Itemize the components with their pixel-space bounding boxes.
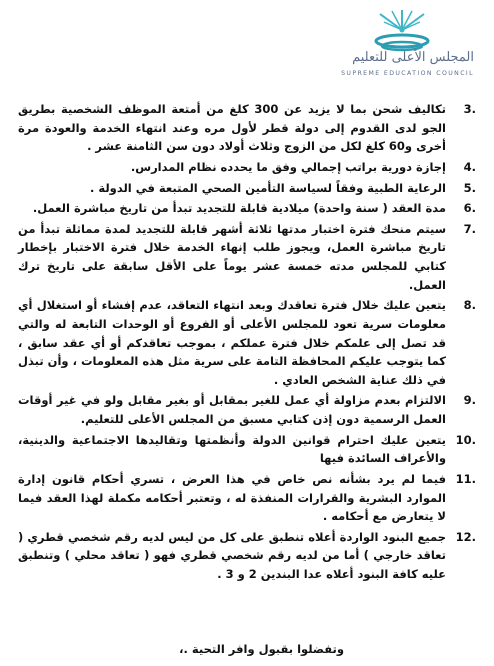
clause-text: الالتزام بعدم مزاولة أي عمل للغير بمقابل أو بغير مقابل ولو في غير أوقات العمل الرسمية دون إذن كتابي مسبق من المجلس الأعلى للتعليم. xyxy=(18,393,446,426)
clause-item xyxy=(18,391,476,428)
clause-number: 9. xyxy=(463,393,476,408)
clause-text: مدة العقد ( سنة واحدة) ميلادية قابلة للتجديد تبدأ من تاريخ مباشرة العمل. xyxy=(32,201,446,216)
clause-number: 6. xyxy=(463,201,476,216)
clause-text: يتعين عليك احترام قوانين الدولة وأنظمتها وتقاليدها الاجتماعية والدينية، والأعراف السائدة فيها xyxy=(18,432,446,466)
clause-number: 8. xyxy=(463,298,476,313)
council-logo xyxy=(274,8,474,76)
clause-text: يتعين عليك خلال فترة تعاقدك وبعد انتهاء التعاقد، عدم إفشاء أو استغلال أي معلومات سرية تعود للمجلس الأعلى أو الفروع أو الوحدات التابعة له والتي قد تصل إلى علمكم خلال فترة عملكم ، بموجب تعاقدكم أو أي عقد سابق ، كما يتوجب عليكم المحافظة التامة على سرية مثل هذه المعلومات ، وأن تبذل في ذلك عناية الشخص العادي . xyxy=(18,298,446,387)
closing-line: وتفضلوا بقبول وافر التحية .، xyxy=(179,642,344,656)
clause-number: 5. xyxy=(463,180,476,195)
clause-item xyxy=(18,199,476,218)
document-body xyxy=(18,100,476,586)
clause-text: إجازة دورية براتب إجمالي وفق ما يحدده نظام المدارس. xyxy=(130,159,446,174)
org-name-english: SUPREME EDUCATION COUNCIL xyxy=(341,70,474,77)
clause-item xyxy=(18,220,476,295)
clause-number: 10. xyxy=(455,432,476,447)
clause-item xyxy=(18,100,476,156)
clause-number: 3. xyxy=(463,102,476,116)
clause-text: سيتم منحك فترة اختبار مدتها ثلاثة أشهر قابلة للتجديد لمدة مماثلة تبدأ من تاريخ مباشرة العمل، ويجوز طلب إنهاء الخدمة خلال فترة الاختبار بإخطار كتابي للمجلس مدته خمسة عشر يوماً على الأقل سابقة على تاريخ ترك العمل. xyxy=(18,221,446,292)
clause-item xyxy=(18,179,476,198)
clause-text: تكاليف شحن بما لا يزيد عن 300 كلغ من أمتعة الموظف الشخصية بطريق الجو لدى القدوم إلى دولة قطر لأول مره وعند انتهاء الخدمة والعودة مرة أخرى و60 كلغ لكل من الزوج وثلاث أولاد دون سن الثامنة عشر . xyxy=(18,102,446,154)
clause-number: 11. xyxy=(455,471,476,486)
logo-emblem-icon xyxy=(370,8,434,52)
clause-text: فيما لم يرد بشأنه نص خاص في هذا العرض ، تسري أحكام قانون إدارة الموارد البشرية والقرارات المنفذة له ، وتعتبر أحكامه مكملة لهذا العقد فيما لا يتعارض مع أحكامه . xyxy=(18,471,446,524)
clause-number: 7. xyxy=(463,221,476,236)
clause-item xyxy=(18,528,476,584)
clause-number: 4. xyxy=(463,159,476,174)
clause-text: الرعاية الطبية وفقاً لسياسة التأمين الصحي المتبعة في الدولة . xyxy=(90,180,446,195)
org-name-arabic: المجلس الأعلى للتعليم xyxy=(352,50,474,65)
clause-item xyxy=(18,431,476,468)
clause-item xyxy=(18,296,476,389)
clause-item xyxy=(18,158,476,177)
clause-text: جميع البنود الواردة أعلاه تنطبق على كل من ليس لديه رقم شخصي قطري ( تعاقد خارجي ) أما من لديه رقم شخصي قطري فهو ( تعاقد محلي ) وتنطبق عليه كافة البنود أعلاه عدا البندين 2 و 3 . xyxy=(18,529,446,581)
clause-number: 12. xyxy=(455,529,476,544)
clause-item xyxy=(18,470,476,526)
